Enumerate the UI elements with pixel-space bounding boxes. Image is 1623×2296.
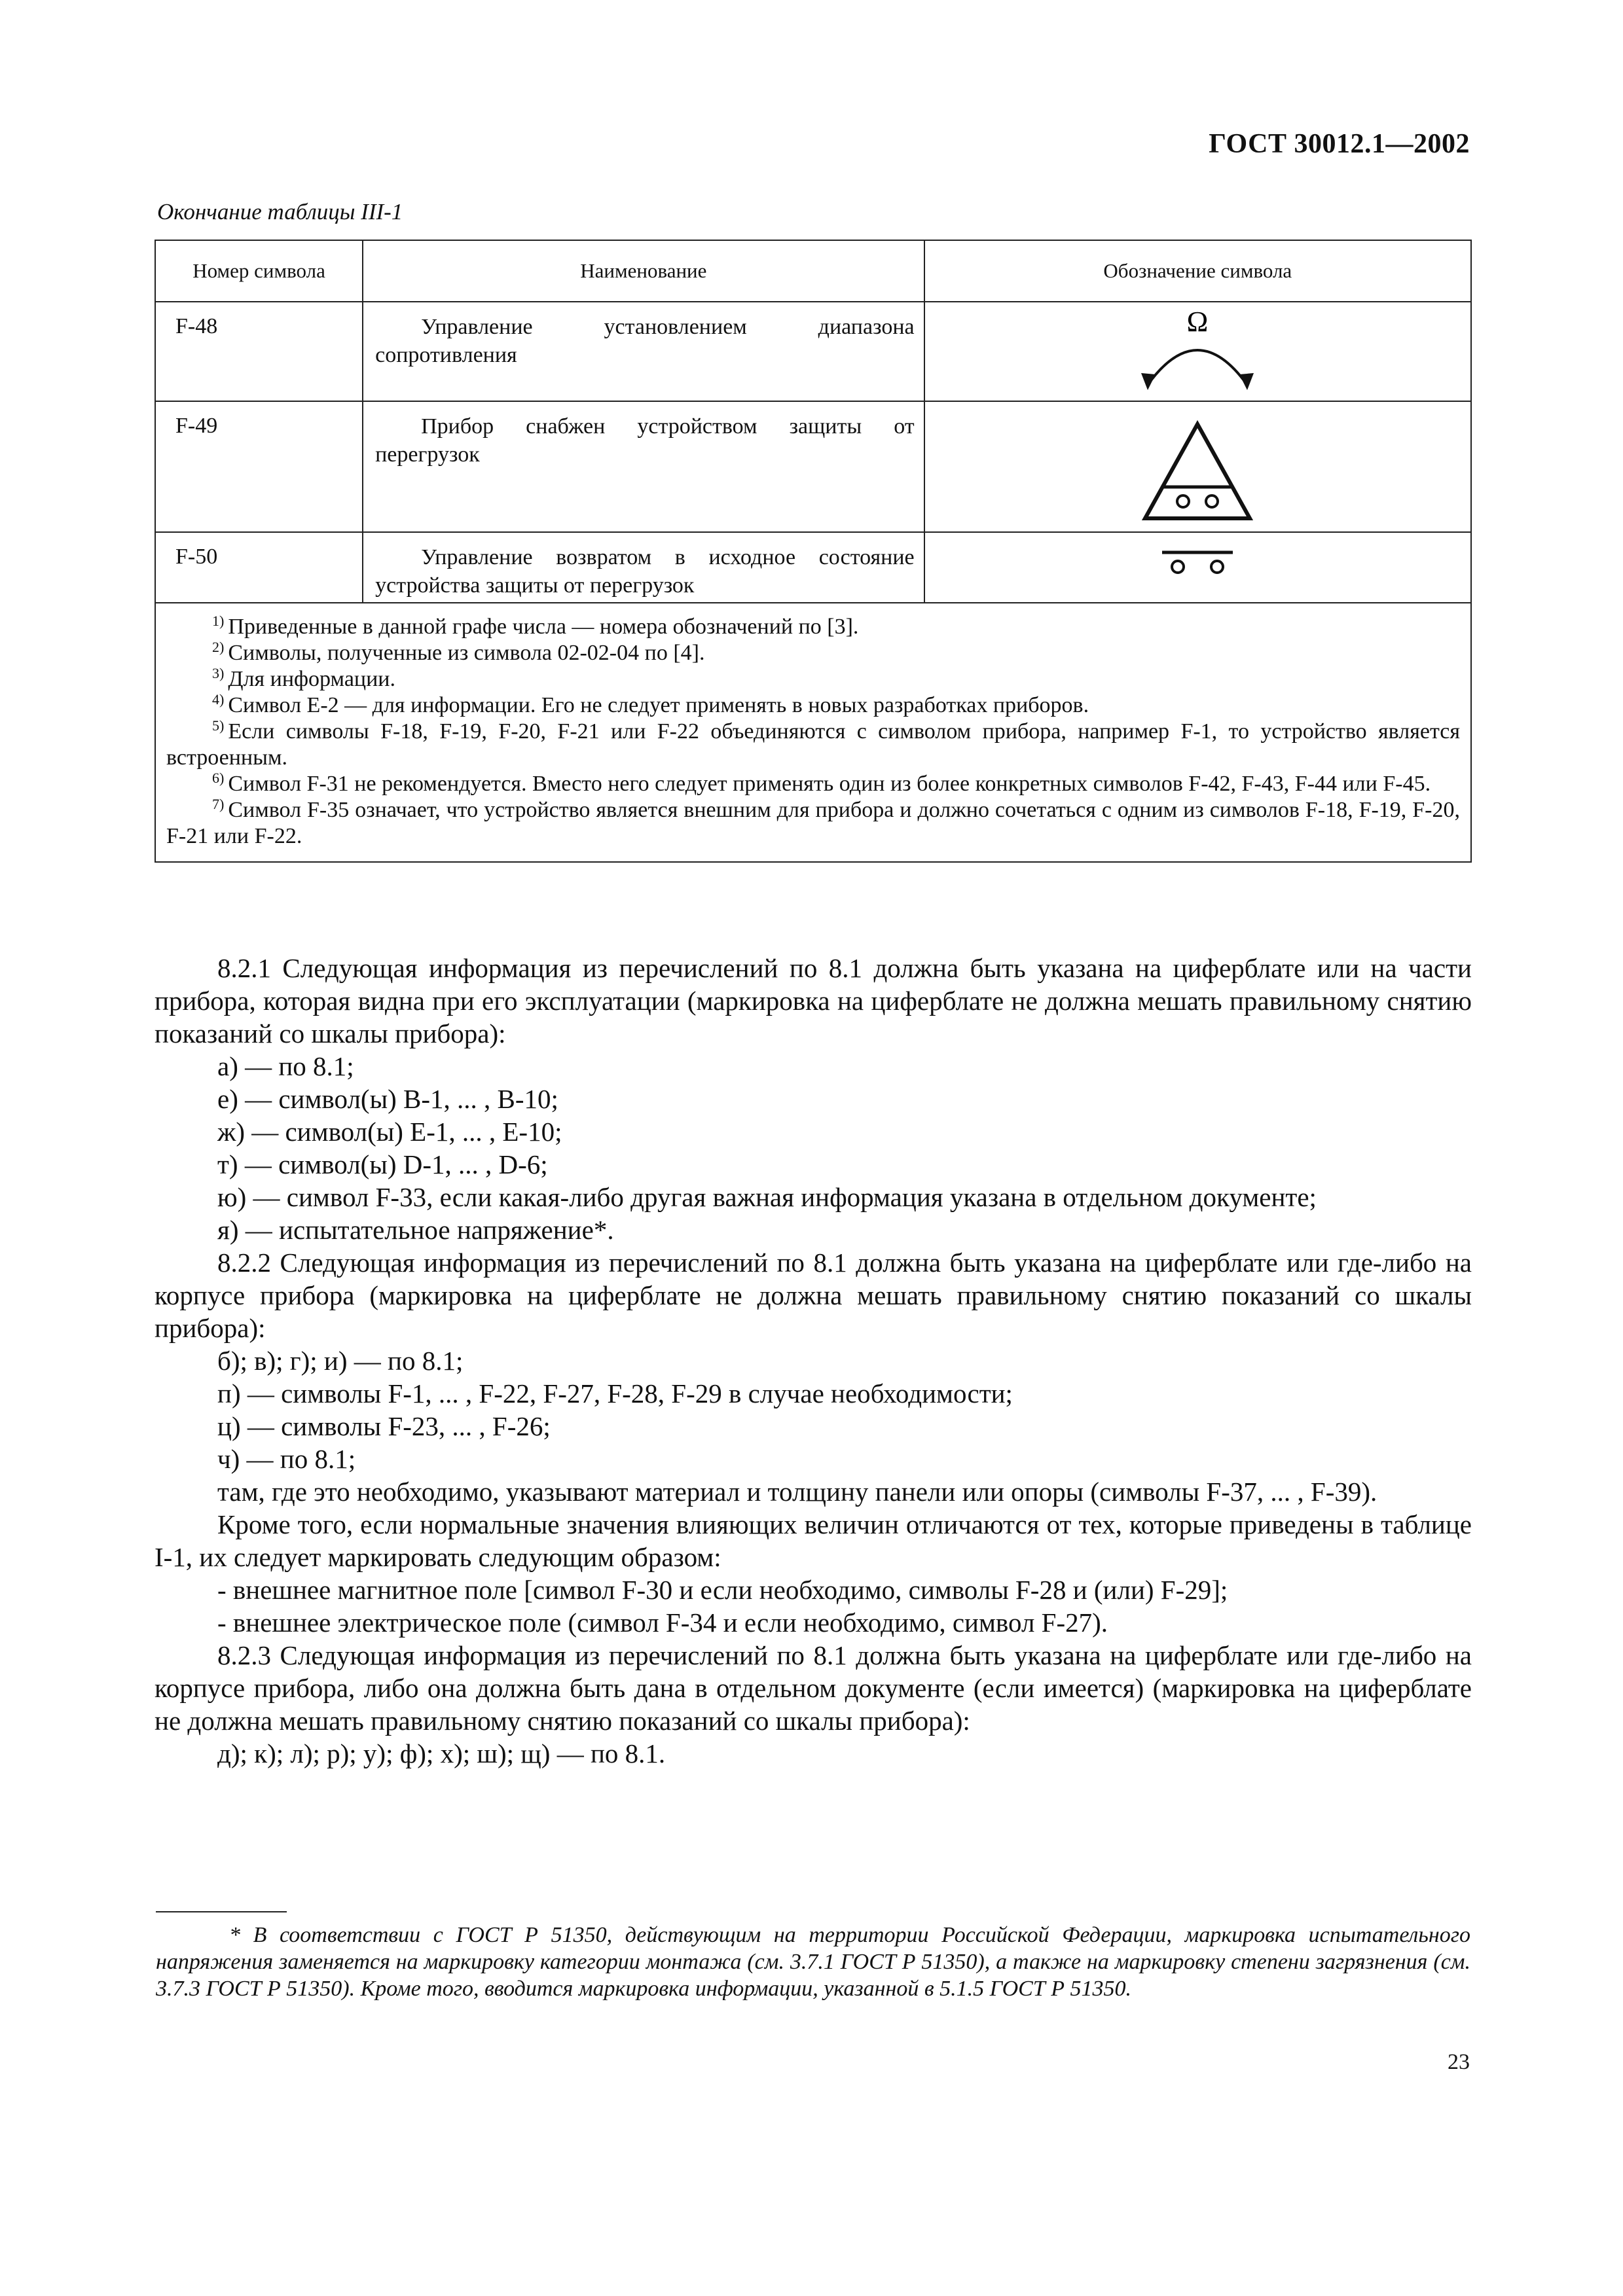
resistance-range-icon [1125,302,1269,394]
table-note: $^{1)}$ Приведенные в данной графе числа — номера обозначений по [3]. [212,612,859,639]
paragraph-influence: Кроме того, если нормальные значения влияющих величин отличаются от тех, которые приведены в таблице I-1, их следует маркировать следующим образом: [155,1509,1472,1572]
table-note: $^{5)}$ Если символы F-18, F-19, F-20, F-21 или F-22 объединяются с символом прибора, например F-1, то устройство является встроенным. [166,717,1460,770]
list-item: д); к); л); р); у); ф); х); ш); щ) — по 8.1. [217,1738,666,1768]
list-item: ж) — символ(ы) Е-1, ... , Е-10; [217,1117,562,1147]
symbol-number: F-50 [155,532,363,603]
table-note: $^{7)}$ Символ F-35 означает, что устройство является внешним для прибора и должно сочетаться с одним из символов F-18, F-19, F-20, F-21 или F-22. [166,795,1460,848]
symbol-number: F-49 [155,401,363,532]
footnote-divider [156,1911,287,1912]
table-notes-row [155,603,1471,862]
table-caption: Окончание таблицы III-1 [157,199,403,224]
symbol-number: F-48 [155,302,363,401]
omega-label: Ω [1186,306,1209,338]
list-item: е) — символ(ы) В-1, ... , В-10; [217,1084,558,1114]
column-header-symbol: Обозначение символа [924,240,1471,302]
list-item: - внешнее магнитное поле [символ F-30 и если необходимо, символы F-28 и (или) F-29]; [217,1575,1228,1605]
paragraph-8-2-3: 8.2.3 Следующая информация из перечислений по 8.1 должна быть указана на циферблате или где-либо на корпусе прибора, либо она должна быть дана в отдельном документе (если имеется) (маркировка на циферблате не должна мешать правильному снятию показаний со шкалы прибора): [155,1640,1472,1736]
symbol-cell [924,401,1471,532]
overload-protection-icon [1132,414,1263,531]
paragraph-material: там, где это необходимо, указывают материал и толщину панели или опоры (символы F-37, ... , F-39). [217,1477,1377,1507]
symbol-name: Управление установлением диапазона сопротивления [363,302,924,401]
list-item: ю) — символ F-33, если какая-либо другая важная информация указана в отдельном документе; [217,1182,1317,1212]
table-notes [155,603,1471,862]
table-note: $^{3)}$ Для информации. [212,664,395,691]
reset-protection-icon [1152,539,1243,585]
table-note: $^{6)}$ Символ F-31 не рекомендуется. Вместо него следует применять один из более конкретных символов F-42, F-43, F-44 или F-45. [212,769,1431,796]
table-note: $^{2)}$ Символы, полученные из символа 02-02-04 по [4]. [212,638,705,665]
symbol-name: Прибор снабжен устройством защиты от перегрузок [363,401,924,532]
table-row [155,532,1471,603]
table-note: $^{4)}$ Символ Е-2 — для информации. Его не следует применять в новых разработках приборов. [212,691,1089,717]
page-number: 23 [1448,2050,1470,2074]
symbol-cell [924,532,1471,603]
list-item: б); в); г); и) — по 8.1; [217,1346,464,1376]
list-item: - внешнее электрическое поле (символ F-34 и если необходимо, символ F-27). [217,1607,1108,1638]
table-row [155,302,1471,401]
list-item: п) — символы F-1, ... , F-22, F-27, F-28, F-29 в случае необходимости; [217,1378,1013,1408]
list-item: т) — символ(ы) D-1, ... , D-6; [217,1149,548,1179]
paragraph-8-2-1: 8.2.1 Следующая информация из перечислений по 8.1 должна быть указана на циферблате или на части прибора, которая видна при его эксплуатации (маркировка на циферблате не должна мешать правильному снятию показаний со шкалы прибора): [155,953,1472,1049]
list-item: ц) — символы F-23, ... , F-26; [217,1411,551,1441]
symbol-name: Управление возвратом в исходное состояние устройства защиты от перегрузок [363,532,924,603]
list-item: а) — по 8.1; [217,1051,354,1081]
symbols-table [155,240,1472,863]
body-text [155,952,1472,1770]
footnote [156,1922,1470,2002]
table-header-row [155,240,1471,302]
footnote-text: * В соответствии с ГОСТ Р 51350, действующим на территории Российской Федерации, маркировка испытательного напряжения заменяется на маркировку категории монтажа (см. 3.7.1 ГОСТ Р 51350), а также на маркировку степени загрязнения (см. 3.7.3 ГОСТ Р 51350). Кроме того, вводится маркировка информации, указанной в 5.1.5 ГОСТ Р 51350. [156,1923,1470,2001]
column-header-number: Номер символа [155,240,363,302]
list-item: ч) — по 8.1; [217,1444,356,1474]
paragraph-8-2-2: 8.2.2 Следующая информация из перечислений по 8.1 должна быть указана на циферблате или где-либо на корпусе прибора (маркировка на циферблате не должна мешать правильному снятию показаний со шкалы прибора): [155,1247,1472,1343]
column-header-name: Наименование [363,240,924,302]
table-row [155,401,1471,532]
symbol-cell [924,302,1471,401]
document-header: ГОСТ 30012.1—2002 [1209,129,1470,159]
list-item: я) — испытательное напряжение*. [217,1215,614,1245]
